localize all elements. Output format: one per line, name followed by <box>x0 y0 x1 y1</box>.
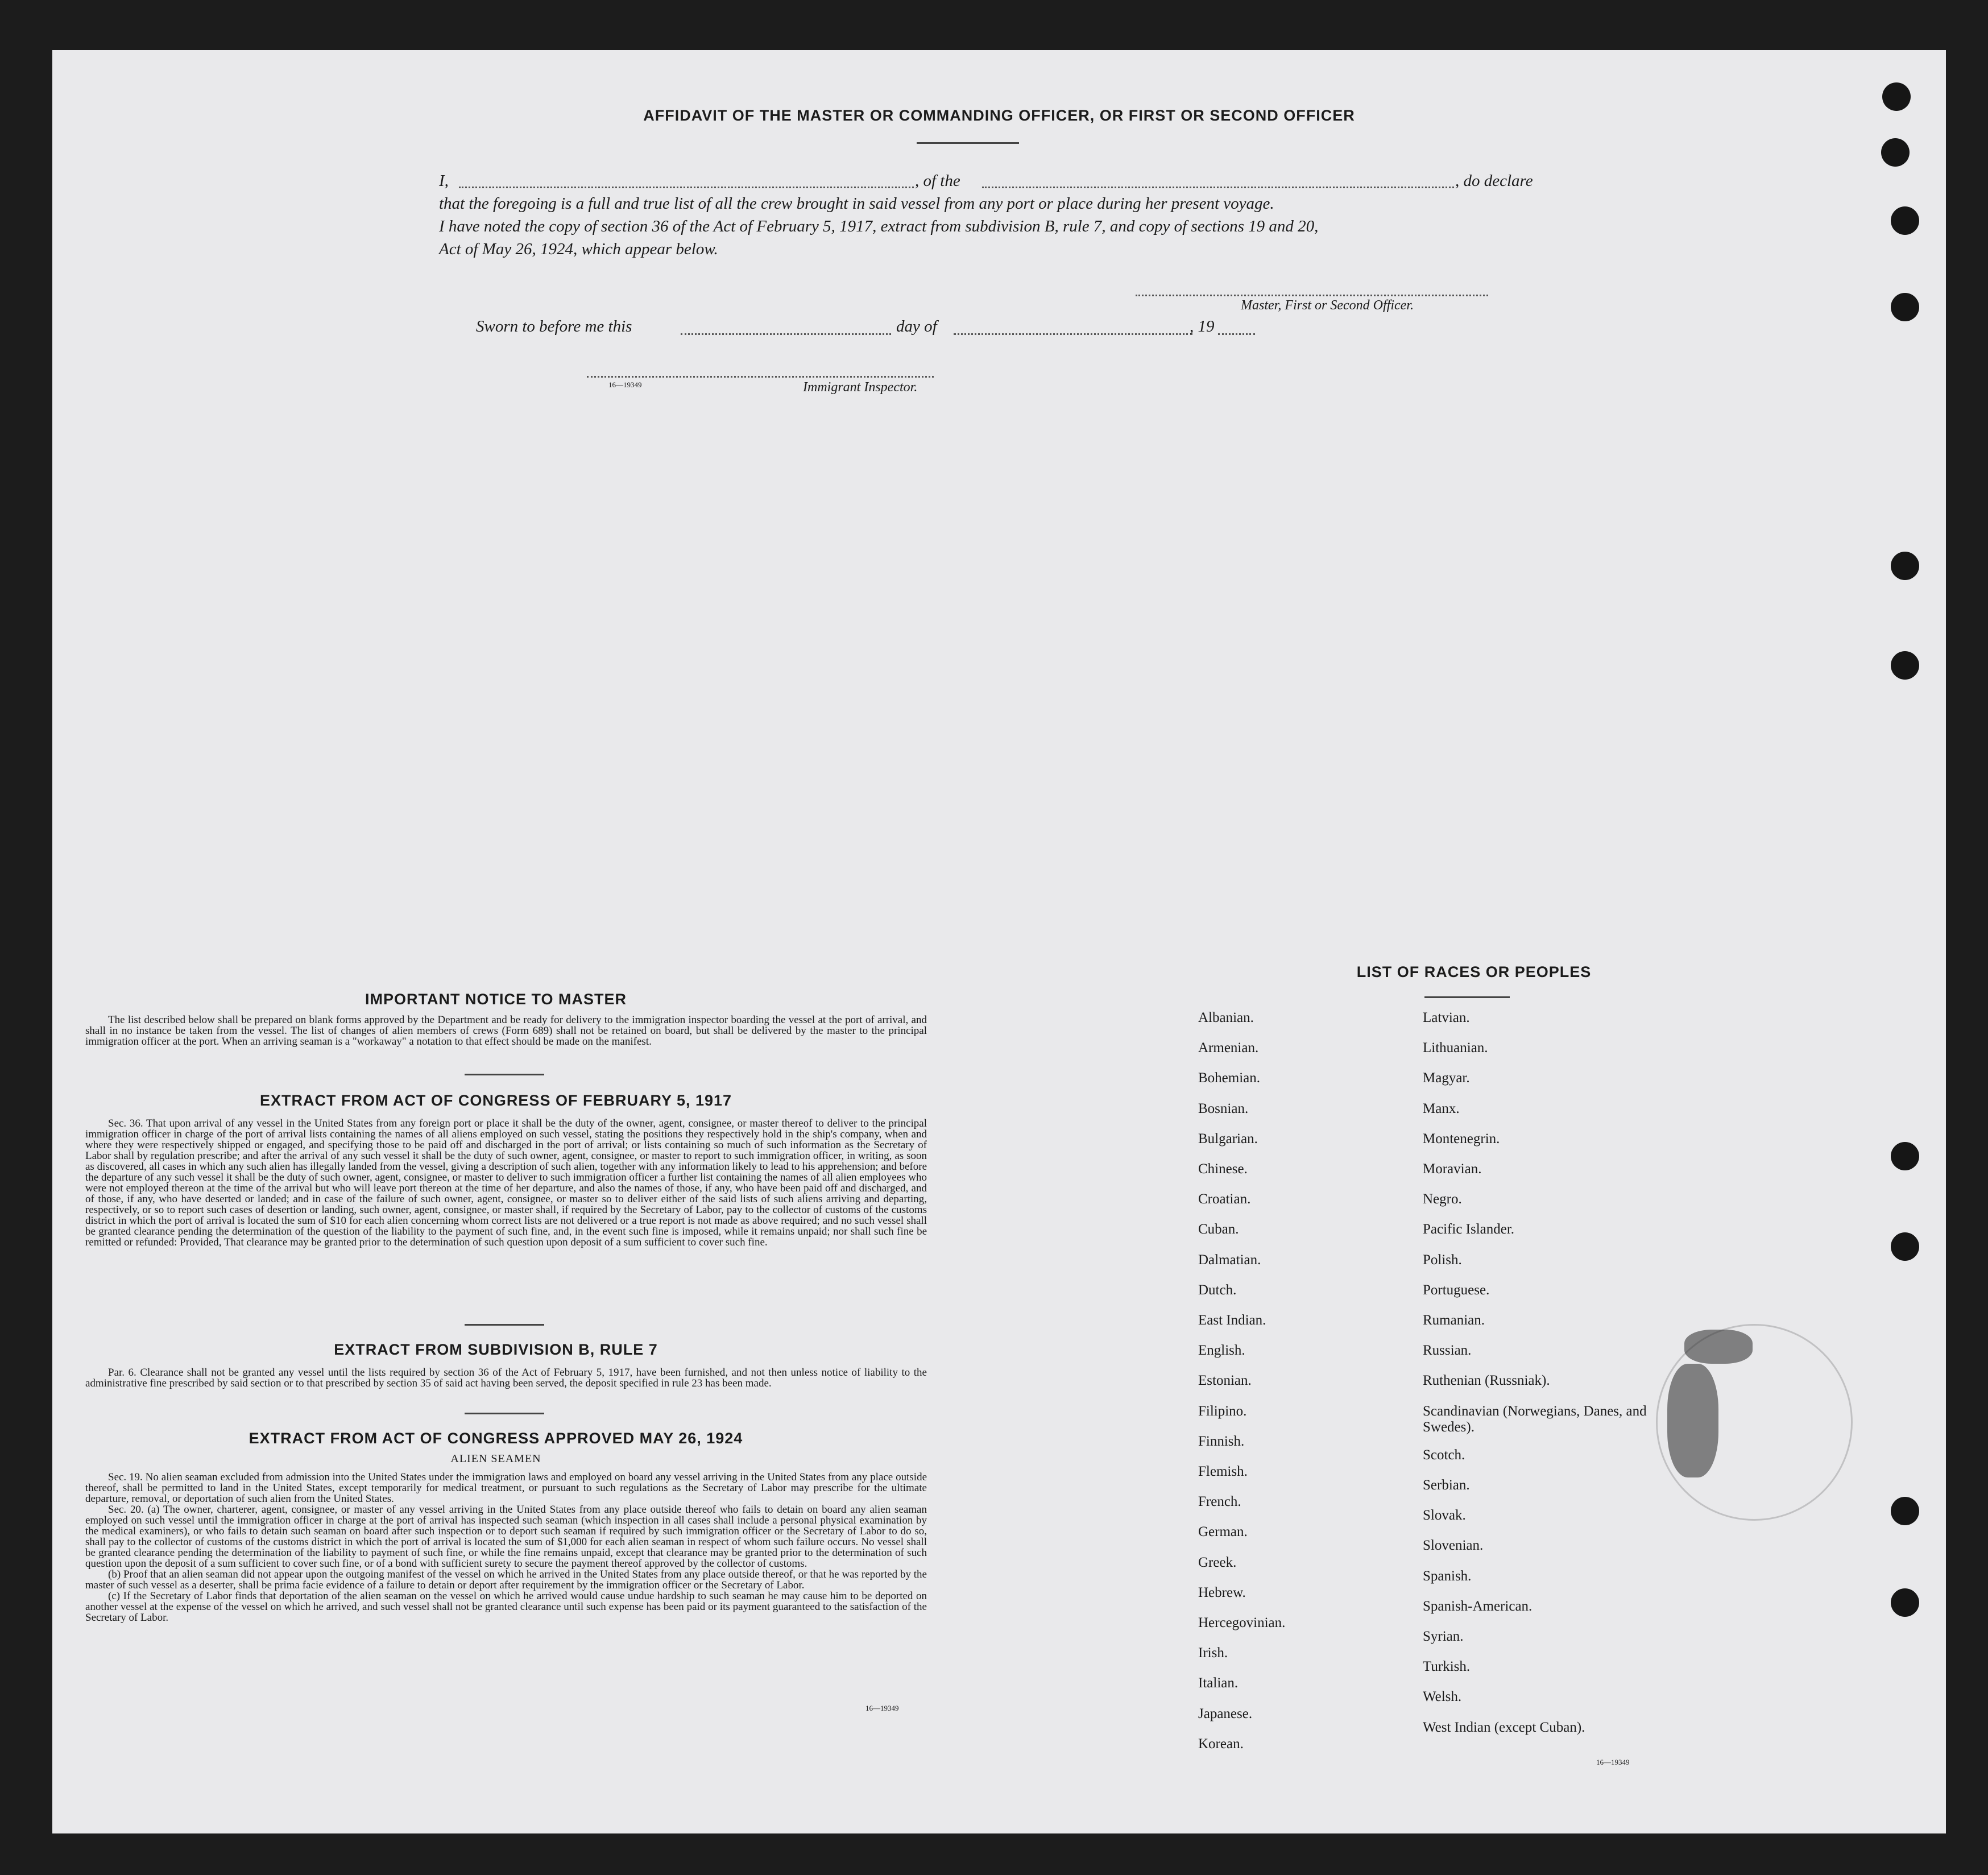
vessel-blank[interactable] <box>982 187 1454 188</box>
sec-20b-text: (b) Proof that an alien seaman did not appear upon the outgoing manifest of the vessel on which he arrived in the United States from any place outside thereof, or that he was reported by the master of such vessel as a deserter, shall be prima facie evidence of a failure to detain or deport after requirement by the immigration officer or the Secretary of Labor. <box>85 1568 927 1591</box>
race-item: Finnish. <box>1198 1433 1245 1449</box>
races-title: LIST OF RACES OR PEOPLES <box>1356 963 1592 980</box>
race-item: Bulgarian. <box>1198 1131 1258 1146</box>
sec-20c-text: (c) If the Secretary of Labor finds that deportation of the alien seaman on the vessel on which he arrived would cause undue hardship to such seaman he may cause him to be deported on another vessel at the expense of the vessel on which he arrived, and such vessel shall not be granted clearance until such expense has been paid or its payment guaranteed to the satisfaction of the Secretary of Labor. <box>85 1590 927 1624</box>
affidavit-of-the: , of the <box>915 172 960 190</box>
year-blank[interactable] <box>1218 333 1255 335</box>
race-item: Negro. <box>1423 1191 1462 1207</box>
race-item: Flemish. <box>1198 1464 1248 1479</box>
binder-hole <box>1891 1588 1919 1617</box>
race-item: Ruthenian (Russniak). <box>1423 1373 1550 1389</box>
races-rule <box>1424 996 1510 998</box>
race-item: Dalmatian. <box>1198 1252 1261 1268</box>
alien-seamen-subtitle: ALIEN SEAMEN <box>450 1452 541 1465</box>
binder-hole <box>1881 138 1910 167</box>
sworn-day-blank[interactable] <box>681 333 891 335</box>
inspector-signature-blank[interactable] <box>587 376 934 378</box>
binder-hole <box>1891 1232 1919 1261</box>
race-item: French. <box>1198 1494 1241 1510</box>
race-item: Albanian. <box>1198 1010 1254 1025</box>
affidavit-title: AFFIDAVIT OF THE MASTER OR COMMANDING OFFICER, OR FIRST OR SECOND OFFICER <box>643 107 1355 124</box>
affidavit-line2: that the foregoing is a full and true list of all the crew brought in said vessel from any port or place during her present voyage. <box>439 194 1274 213</box>
race-item: Hercegovinian. <box>1198 1615 1286 1630</box>
notice-text: The list described below shall be prepared on blank forms approved by the Department and be ready for delivery to the immigration inspector boarding the vessel at the port of arrival, and shall in no instance be taken from the vessel. The list of changes of alien members of crews (Form 689) shall not be retained on board, but shall be delivered by the master to the principal immigration officer at the port. When an arriving seaman is a "workaway" a notation to that effect should be made on the manifest. <box>85 1014 927 1048</box>
rule7-text: Par. 6. Clearance shall not be granted any vessel until the lists required by section 36 of the Act of February 5, 1917, have been furnished, and not then unless notice of liability to the administrative fine prescribed by said section or to that prescribed by section 35 of said act having been served, the deposit specified in rule 23 has been made. <box>85 1367 927 1389</box>
race-item: Spanish. <box>1423 1568 1472 1584</box>
race-item: Portuguese. <box>1423 1282 1490 1298</box>
race-item: Estonian. <box>1198 1373 1252 1389</box>
race-item: Bosnian. <box>1198 1100 1249 1116</box>
affidavit-line4: Act of May 26, 1924, which appear below. <box>439 240 718 258</box>
race-item: Rumanian. <box>1423 1313 1485 1328</box>
race-item: Irish. <box>1198 1645 1228 1661</box>
affidavit-declare: , do declare <box>1455 172 1533 190</box>
race-item: Hebrew. <box>1198 1584 1246 1600</box>
extract-1924-text <box>85 1472 927 1623</box>
section-rule <box>465 1413 544 1414</box>
sec-19-text: Sec. 19. No alien seaman excluded from admission into the United States under the immigration laws and employed on board any vessel arriving in the United States from any place outside thereof, shall be permitted to land in the United States, except temporarily for medical treatment, or pursuant to such regulations as the Secretary of Labor may prescribe for the ultimate departure, removal, or deportation of such alien from the United States. <box>85 1471 927 1505</box>
race-item: Scandinavian (Norwegians, Danes, and Swedes). <box>1423 1403 1647 1435</box>
year-label: , 19 <box>1190 317 1215 336</box>
race-item: Spanish-American. <box>1423 1598 1533 1614</box>
ink-smudge <box>1684 1330 1753 1364</box>
extract-1924-title: EXTRACT FROM ACT OF CONGRESS APPROVED MAY 26, 1924 <box>248 1430 743 1447</box>
race-item: Bohemian. <box>1198 1070 1261 1086</box>
document-page <box>52 50 1946 1833</box>
section-rule <box>465 1324 544 1326</box>
ink-smudge <box>1667 1364 1718 1477</box>
sec-20a-text: Sec. 20. (a) The owner, charterer, agent, consignee, or master of any vessel arriving in the United States from any place outside thereof who fails to detain on board any alien seaman employed on such vessel until the immigration officer in charge at the port of arrival has inspected such seaman (which inspection in all cases shall include a personal physical examination by the medical examiners), or who fails to detain such seaman on board after such inspection or to deport such seaman if required by such immigration officer or the Secretary of Labor to do so, shall pay to the collector of customs of the customs district in which the port of arrival is located the sum of $1,000 for each alien seaman in respect of whom such failure occurs. No vessel shall be granted clearance pending the determination of the liability to payment of such fine, or while the fine remains unpaid, except that clearance may be granted prior to the determination of such question upon the deposit of a sum sufficient to cover such fine, or of a bond with sufficient surety to secure the payment thereof approved by the collector of customs. <box>85 1504 927 1570</box>
notice-title: IMPORTANT NOTICE TO MASTER <box>365 991 627 1008</box>
race-item: Italian. <box>1198 1675 1239 1691</box>
race-item: Japanese. <box>1198 1706 1253 1721</box>
extract-1917-title: EXTRACT FROM ACT OF CONGRESS OF FEBRUARY 5, 1917 <box>259 1092 732 1109</box>
binder-hole <box>1891 1497 1919 1525</box>
race-item: German. <box>1198 1524 1248 1540</box>
race-item: Manx. <box>1423 1100 1460 1116</box>
extract-form-number: 16—19349 <box>865 1704 899 1712</box>
affidavit-form-number: 16—19349 <box>608 380 642 389</box>
race-item: Scotch. <box>1423 1447 1465 1463</box>
binder-hole <box>1891 206 1919 235</box>
race-item: Armenian. <box>1198 1040 1259 1056</box>
title-rule <box>917 142 1019 144</box>
race-item: Korean. <box>1198 1736 1244 1752</box>
race-item: Magyar. <box>1423 1070 1470 1086</box>
race-item: Syrian. <box>1423 1628 1464 1644</box>
race-item: Polish. <box>1423 1252 1462 1268</box>
section-rule <box>465 1074 544 1075</box>
binder-hole <box>1891 293 1919 321</box>
inspector-label: Immigrant Inspector. <box>803 380 918 395</box>
binder-hole <box>1891 651 1919 680</box>
race-item: Latvian. <box>1423 1010 1470 1025</box>
binder-hole <box>1891 1142 1919 1170</box>
race-item: Lithuanian. <box>1423 1040 1488 1056</box>
race-item: West Indian (except Cuban). <box>1423 1719 1585 1735</box>
race-item: Greek. <box>1198 1554 1237 1570</box>
affidavit-line3: I have noted the copy of section 36 of the Act of February 5, 1917, extract from subdivision B, rule 7, and copy of sections 19 and 20, <box>439 217 1319 235</box>
day-of-label: day of <box>896 317 937 336</box>
month-blank[interactable] <box>954 333 1192 335</box>
race-item: Pacific Islander. <box>1423 1222 1515 1237</box>
rule7-title: EXTRACT FROM SUBDIVISION B, RULE 7 <box>334 1341 658 1358</box>
race-item: Welsh. <box>1423 1689 1462 1705</box>
master-signature-blank[interactable] <box>1136 295 1488 296</box>
race-item: Croatian. <box>1198 1191 1251 1207</box>
race-item: Russian. <box>1423 1343 1472 1359</box>
race-item: Slovak. <box>1423 1508 1466 1524</box>
race-item: Turkish. <box>1423 1659 1471 1675</box>
race-item: English. <box>1198 1343 1245 1359</box>
races-form-number: 16—19349 <box>1596 1758 1630 1766</box>
extract-1917-text: Sec. 36. That upon arrival of any vessel in the United States from any foreign port or place it shall be the duty of the owner, agent, consignee, or master thereof to deliver to the principal immigration officer in charge of the port of arrival lists containing the names of all aliens employed on such vessel, stating the positions they respectively hold in the ship's company, when and where they were respectively shipped or engaged, and specifying those to be paid off and discharged in the port of arrival; or lists containing so much of such information as the Secretary of Labor shall by regulation prescribe; and after the arrival of any such vessel it shall be the duty of such owner, agent, consignee, or master to report to such immigration officer, in writing, as soon as discovered, all cases in which any such alien has illegally landed from the vessel, giving a description of such alien, together with any information likely to lead to his apprehension; and before the departure of any such vessel it shall be the duty of such owner, agent, consignee, or master to deliver to such immigration officer a further list containing the names of all alien employees who were not employed thereon at the time of the arrival but who will leave port thereon at the time of her departure, and also the names of those, if any, who have been paid off and discharged, and of those, if any, who have deserted or landed; and in case of the failure of such owner, agent, consignee, or master so to deliver either of the said lists of such aliens arriving and departing, respectively, or so to report such cases of desertion or landing, such owner, agent, consignee, or master shall, if required by the Secretary of Labor, pay to the collector of customs of the customs district in which the port of arrival is located the sum of $10 for each alien concerning whom correct lists are not delivered or a true report is not made as above required; and no such vessel shall be granted clearance pending the determination of the question of the liability to the payment of such fine, and, in the event such fine is imposed, while it remains unpaid; nor shall such fine be remitted or refunded: Provided, That clearance may be granted prior to the determination of such question upon deposit of a sum sufficient to cover such fine. <box>85 1117 927 1248</box>
sworn-label: Sworn to before me this <box>476 317 632 336</box>
race-item: Cuban. <box>1198 1222 1239 1237</box>
race-item: Slovenian. <box>1423 1538 1484 1554</box>
affidavit-line1-i: I, <box>439 172 449 190</box>
race-item: Dutch. <box>1198 1282 1237 1298</box>
race-item: East Indian. <box>1198 1313 1266 1328</box>
name-blank[interactable] <box>459 187 914 188</box>
master-signature-label: Master, First or Second Officer. <box>1241 298 1414 313</box>
race-item: Serbian. <box>1423 1477 1470 1493</box>
race-item: Filipino. <box>1198 1403 1247 1419</box>
race-item: Moravian. <box>1423 1161 1482 1177</box>
binder-hole <box>1882 82 1911 111</box>
binder-hole <box>1891 552 1919 580</box>
race-item: Montenegrin. <box>1423 1131 1500 1146</box>
race-item: Chinese. <box>1198 1161 1248 1177</box>
